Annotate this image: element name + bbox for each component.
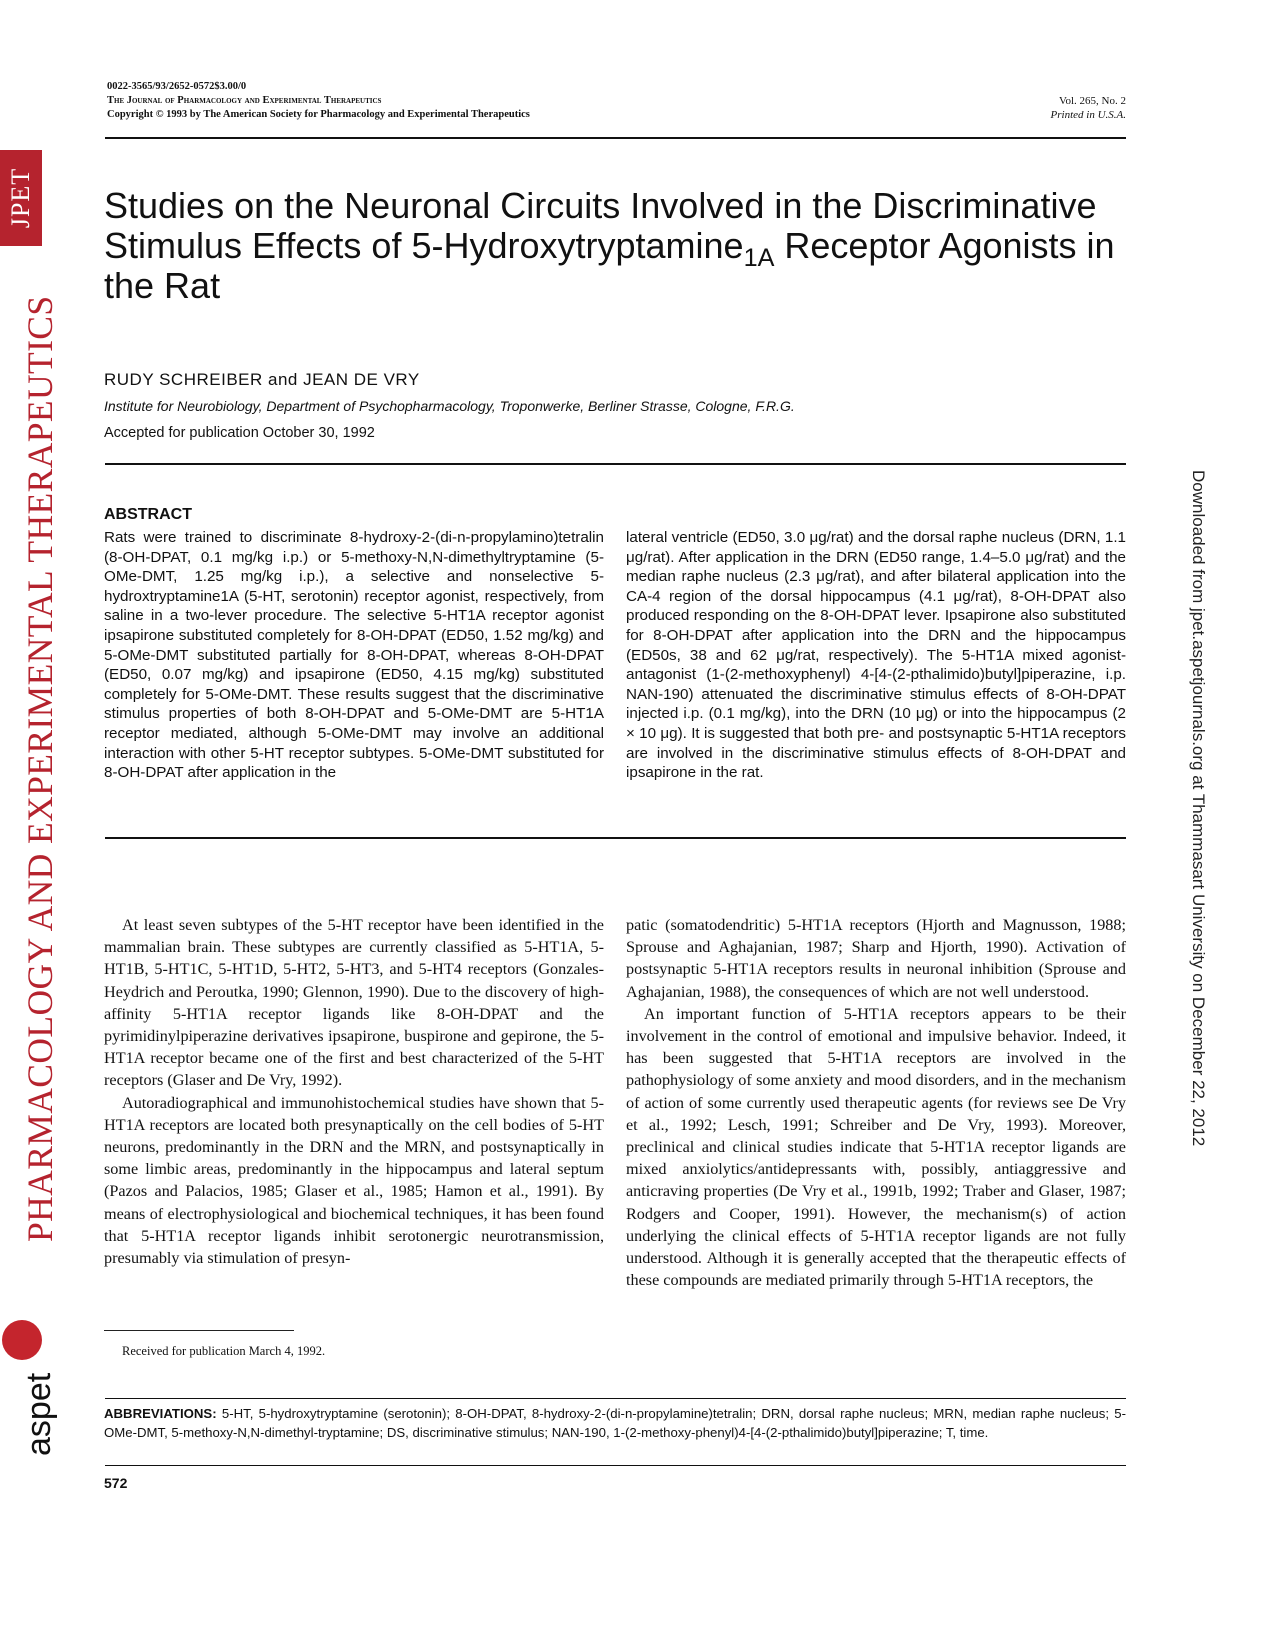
- download-note: Downloaded from jpet.aspetjournals.org at Thammasart University on December 22, 2012: [1189, 470, 1208, 1147]
- jpet-badge: [0, 150, 42, 246]
- title-rule: [105, 463, 1126, 465]
- authors: RUDY SCHREIBER and JEAN DE VRY: [104, 370, 420, 389]
- printed-in: Printed in U.S.A.: [1050, 109, 1126, 121]
- jpet-badge-label: JPET: [6, 167, 35, 229]
- journal-title: The Journal of Pharmacology and Experimental Therapeutics: [107, 95, 382, 106]
- aspet-logo: aspet: [20, 1372, 58, 1456]
- paragraph: An important function of 5-HT1A receptors appears to be their involvement in the control of emotional and impulsive behavior. Indeed, it has been suggested that 5-HT1A receptors are involved in the pathophysiology of some anxiety and mood disorders, and in the mechanism of action of some currently used therapeutic agents (for reviews see De Vry et al., 1992; Lesch, 1991; Schreiber and De Vry, 1993). Moreover, preclinical and clinical studies indicate that 5-HT1A receptor ligands are mixed anxiolytics/antidepressants with, possibly, antiaggressive and anticraving properties (De Vry et al., 1991b, 1992; Traber and Glaser, 1987; Rodgers and Cooper, 1991). However, the mechanism(s) of action underlying the clinical effects of 5-HT1A receptor ligands are not fully understood. Although it is generally accepted that the therapeutic effects of these compounds are mediated primarily through 5-HT1A receptors, the: [626, 1004, 1126, 1290]
- copyright-line: Copyright © 1993 by The American Society for Pharmacology and Experimental Therapeutics: [107, 109, 530, 120]
- article-title: Studies on the Neuronal Circuits Involved in the Discriminative Stimulus Effects of 5-Hydroxytryptamine$_{1A}$ Receptor Agonists in the Rat: [104, 185, 1115, 306]
- paragraph: At least seven subtypes of the 5-HT receptor have been identified in the mammalian brain. These subtypes are currently classified as 5-HT1A, 5-HT1B, 5-HT1C, 5-HT1D, 5-HT2, 5-HT3, and 5-HT4 receptors (Gonzales-Heydrich and Peroutka, 1990; Glennon, 1990). Due to the discovery of high-affinity 5-HT1A receptor ligands like 8-OH-DPAT and the pyrimidinylpiperazine derivatives ipsapirone, buspirone and gepirone, the 5-HT1A receptor became one of the first and best characterized of the 5-HT receptors (Glaser and De Vry, 1992).: [104, 916, 604, 1090]
- journal-header: [107, 80, 530, 122]
- body-column-2: [626, 914, 1126, 1291]
- abstract-rule: [105, 837, 1126, 839]
- page-number: 572: [104, 1475, 128, 1491]
- volume-number: Vol. 265, No. 2: [1058, 95, 1126, 107]
- abstract-column-2: lateral ventricle (ED50, 3.0 μg/rat) and the dorsal raphe nucleus (DRN, 1.1 μg/rat). After application in the DRN (ED50 range, 1.4–5.0 μg/rat) and the median raphe nucleus (2.3 μg/rat), and after bilateral application into the CA-4 region of the dorsal hippocampus (4.1 μg/rat), 8-OH-DPAT also produced responding on the 8-OH-DPAT lever. Ipsapirone also substituted for 8-OH-DPAT after application into the DRN and the hippocampus (ED50s, 38 and 62 μg/rat, respectively). The 5-HT1A mixed agonist-antagonist (1-(2-methoxyphenyl) 4-[4-(2-pthalimido)butyl]piperazine, i.p. NAN-190) attenuated the discriminative stimulus effects of 8-OH-DPAT injected i.p. (0.1 mg/kg), into the DRN (10 μg) or into the hippocampus (2 × 10 μg). It is suggested that both pre- and postsynaptic 5-HT1A receptors are involved in the discriminative stimulus effects of 8-OH-DPAT and ipsapirone in the rat.: [626, 529, 1126, 782]
- footnote-rule: [104, 1330, 294, 1331]
- accepted-date: Accepted for publication October 30, 1992: [104, 425, 375, 441]
- abbreviations-rule-bottom: [105, 1465, 1126, 1466]
- journal-sidebar: [0, 0, 60, 1651]
- body-column-1: [104, 914, 604, 1269]
- abbreviations-rule-top: [105, 1398, 1126, 1399]
- journal-name-vertical: PHARMACOLOGY AND EXPERIMENTAL THERAPEUTICS: [20, 295, 60, 1242]
- volume-info: [1051, 94, 1126, 122]
- paragraph: Autoradiographical and immunohistochemical studies have shown that 5-HT1A receptors are located both presynaptically on the cell bodies of 5-HT neurons, predominantly in the DRN and the MRN, and postsynaptically in some limbic areas, predominantly in the hippocampus and lateral septum (Pazos and Palacios, 1985; Glaser et al., 1985; Hamon et al., 1991). By means of electrophysiological and biochemical techniques, it has been found that 5-HT1A receptor ligands inhibit serotonergic neurotransmission, presumably via stimulation of presyn-: [104, 1093, 604, 1268]
- abbreviations: [104, 1404, 1126, 1442]
- affiliation: Institute for Neurobiology, Department of Psychopharmacology, Troponwerke, Berliner Strasse, Cologne, F.R.G.: [104, 398, 795, 414]
- abstract-heading: ABSTRACT: [104, 506, 192, 523]
- header-rule: [105, 137, 1126, 139]
- abbreviations-label: ABBREVIATIONS:: [104, 1406, 217, 1421]
- abbreviations-text: 5-HT, 5-hydroxytryptamine (serotonin); 8-OH-DPAT, 8-hydroxy-2-(di-n-propylamine)tetralin; DRN, dorsal raphe nucleus; MRN, median raphe nucleus; 5-OMe-DMT, 5-methoxy-N,N-dimethyl-tryptamine; DS, discriminative stimulus; NAN-190, 1-(2-methoxy-phenyl)4-[4-(2-pthalimido)butyl]piperazine; T, time.: [104, 1406, 1126, 1440]
- paragraph: patic (somatodendritic) 5-HT1A receptors (Hjorth and Magnusson, 1988; Sprouse and Aghajanian, 1987; Sharp and Hjorth, 1990). Activation of postsynaptic 5-HT1A receptors results in neuronal inhibition (Sprouse and Aghajanian, 1988), the consequences of which are not well understood.: [626, 916, 1126, 1001]
- received-footnote: Received for publication March 4, 1992.: [122, 1344, 326, 1358]
- journal-code: 0022-3565/93/2652-0572$3.00/0: [107, 81, 247, 92]
- abstract-column-1: Rats were trained to discriminate 8-hydroxy-2-(di-n-propylamino)tetralin (8-OH-DPAT, 0.1 mg/kg i.p.) or 5-methoxy-N,N-dimethyltryptamine (5-OMe-DMT, 1.25 mg/kg i.p.), a selective and nonselective 5-hydroxtryptamine1A (5-HT, serotonin) receptor agonist, respectively, from saline in a two-lever procedure. The selective 5-HT1A receptor agonist ipsapirone substituted completely for 8-OH-DPAT (ED50, 1.52 mg/kg) and 5-OMe-DMT substituted partially for 8-OH-DPAT, whereas 8-OH-DPAT (ED50, 0.07 mg/kg) and ipsapirone (ED50, 4.15 mg/kg) substituted completely for 5-OMe-DMT. These results suggest that the discriminative stimulus properties of both 8-OH-DPAT and 5-OMe-DMT are 5-HT1A receptor mediated, although 5-OMe-DMT may involve an additional interaction with other 5-HT receptor subtypes. 5-OMe-DMT substituted for 8-OH-DPAT after application in the: [104, 529, 604, 782]
- aspet-star-icon: [2, 1320, 42, 1360]
